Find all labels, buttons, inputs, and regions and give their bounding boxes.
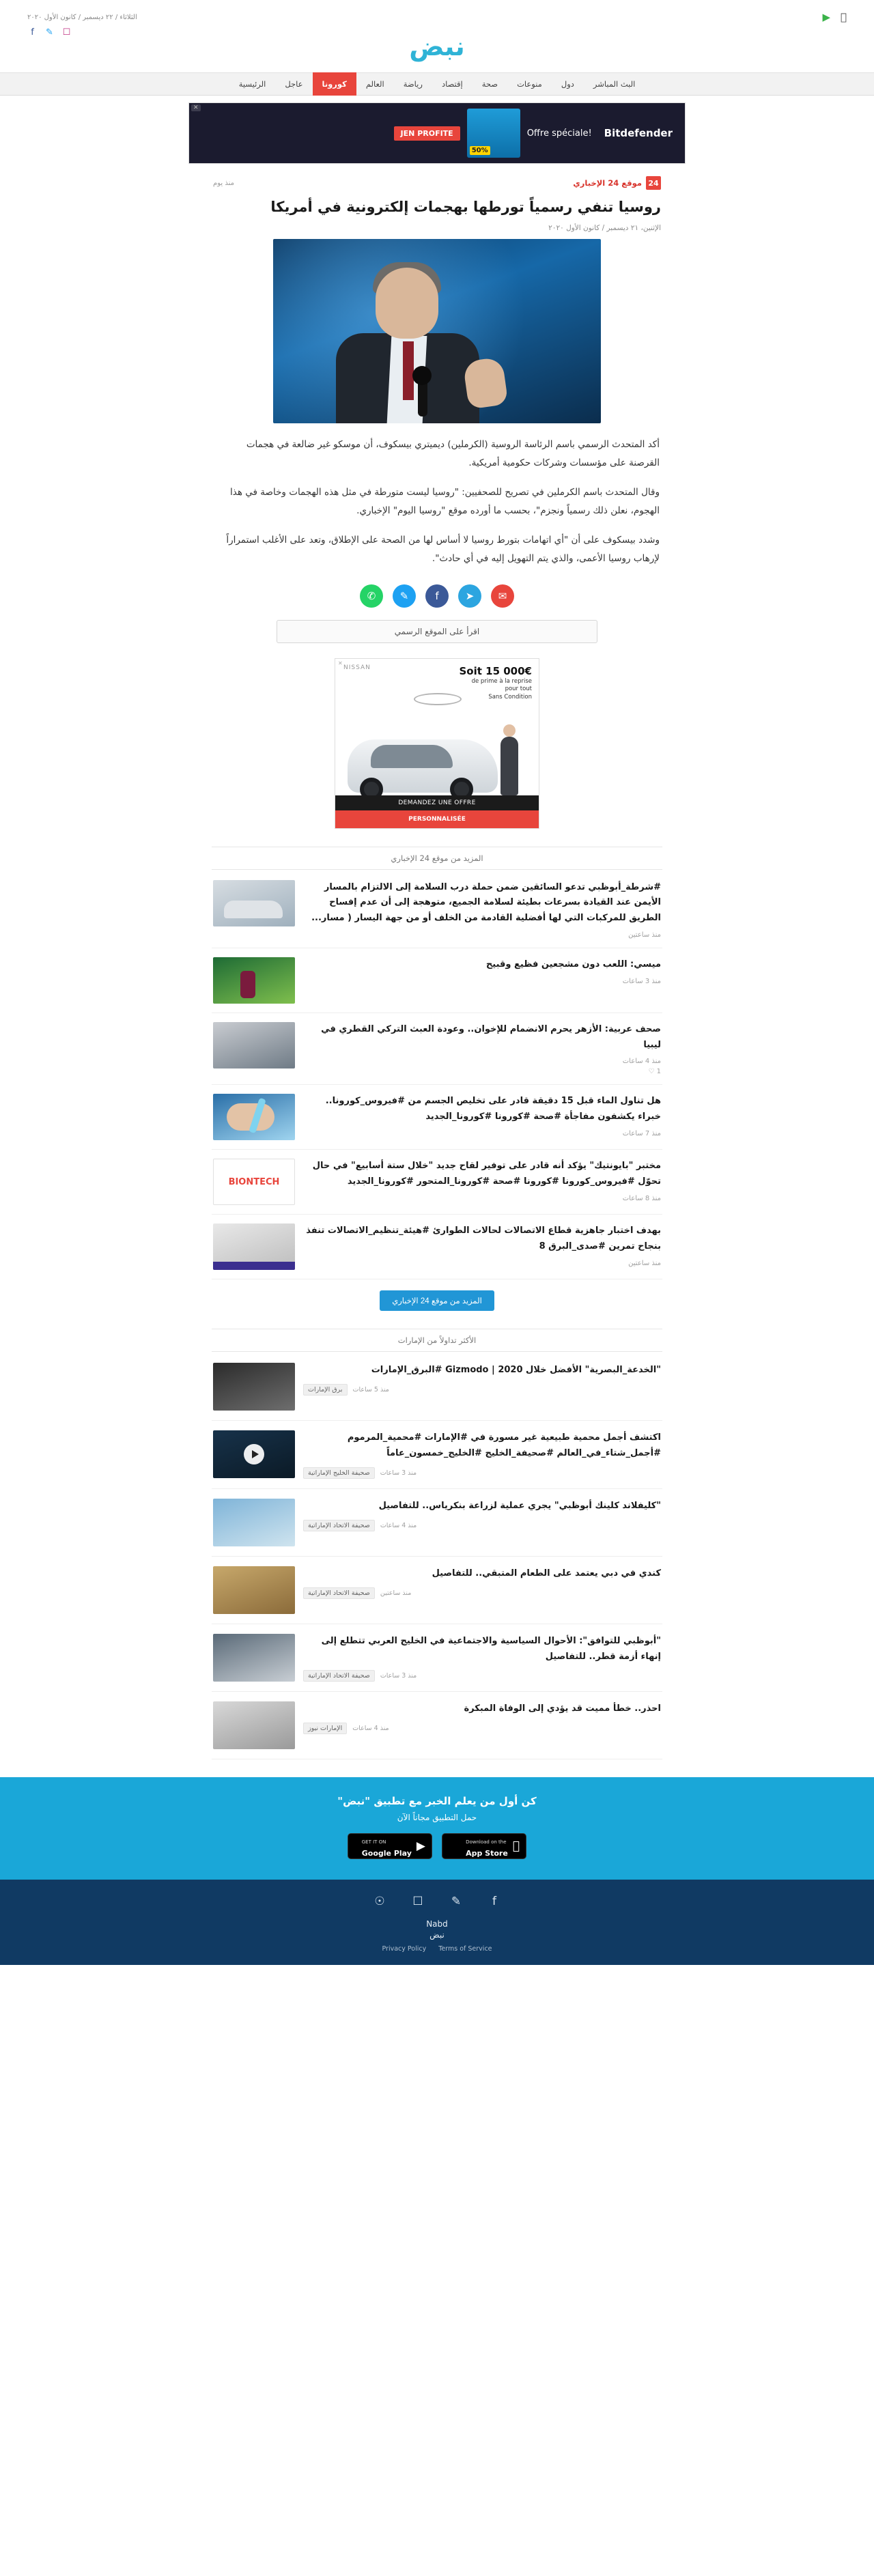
- car-ad-bar: DEMANDEZ UNE OFFRE: [335, 795, 539, 810]
- list-item[interactable]: [212, 1421, 662, 1489]
- terms-link[interactable]: Terms of Service: [438, 1945, 492, 1953]
- footer-brand: [0, 1919, 874, 1929]
- car-ad-close-icon[interactable]: ✕: [338, 660, 343, 666]
- article-hero-image: [273, 239, 601, 423]
- store-buttons: [0, 1833, 874, 1859]
- trending-meta: [303, 1723, 661, 1734]
- news-thumbnail[interactable]: [213, 1022, 295, 1068]
- news-thumbnail[interactable]: [213, 957, 295, 1004]
- facebook-icon[interactable]: f: [492, 1895, 496, 1909]
- google-play-icon: ▶: [416, 1839, 425, 1854]
- playstore-labels: [362, 1834, 412, 1859]
- article-paragraph-1: أكد المتحدث الرسمي باسم الرئاسة الروسية (الكرملين) ديميتري بيسكوف، أن موسكو غير ضالعة في هجمات القرصنة على مؤسسات وشركات حكومية أمريكية.: [246, 438, 660, 468]
- car-ad-line3: pour tout: [505, 685, 532, 693]
- source-logo-icon: 24: [646, 176, 661, 190]
- trending-text: [303, 1566, 661, 1599]
- list-item[interactable]: [212, 1085, 662, 1150]
- ad-close-icon[interactable]: ✕: [191, 104, 201, 111]
- site-logo[interactable]: [27, 27, 847, 68]
- article-source-row: [212, 172, 662, 193]
- playstore-small-label: GET IT ON: [361, 1839, 386, 1845]
- footer-brand-ar: نبض: [429, 1930, 445, 1940]
- nav-item-economy[interactable]: إقتصاد: [441, 79, 463, 89]
- hero-person-tie: [403, 341, 414, 400]
- list-item[interactable]: [212, 1692, 662, 1759]
- hero-person-head: [376, 268, 438, 339]
- news-title[interactable]: هل تناول الماء قبل 15 دقيقة قادر على تخليص الجسم من #فيروس_كورونا.. خبراء يكشفون مفاجأة #صحة #كورونا #كورونا_الجديد: [325, 1096, 661, 1122]
- list-item[interactable]: [212, 1150, 662, 1215]
- telegram-icon[interactable]: ➤: [458, 584, 481, 608]
- news-text: [303, 957, 661, 985]
- trending-source[interactable]: صحيفة الاتحاد الإماراتية: [303, 1670, 375, 1682]
- trending-thumbnail[interactable]: [213, 1430, 295, 1478]
- ad-discount-badge: 50%: [470, 146, 490, 155]
- article-time-ago: منذ يوم: [213, 179, 234, 187]
- twitter-icon[interactable]: ✎: [451, 1895, 462, 1909]
- trending-title[interactable]: احذر.. خطأ مميت قد يؤدي إلى الوفاة المبكرة: [464, 1703, 661, 1714]
- nav-item-live[interactable]: البث المباشر: [593, 79, 636, 89]
- news-text: [303, 1094, 661, 1137]
- trending-list: [212, 1353, 662, 1759]
- trending-source[interactable]: برق الإمارات: [303, 1384, 348, 1396]
- nav-item-countries[interactable]: دول: [561, 79, 574, 89]
- play-icon[interactable]: [244, 1444, 264, 1464]
- list-item[interactable]: [212, 948, 662, 1013]
- appstore-small-label: Download on the: [473, 1839, 513, 1845]
- news-title[interactable]: ميسي: اللعب دون مشجعين فظيع وقبيح: [485, 959, 661, 969]
- trending-text: [303, 1701, 661, 1734]
- car-ad-brand: NISSAN: [343, 664, 371, 671]
- more-section-title: المزيد من موقع 24 الإخباري: [212, 847, 662, 870]
- playstore-button[interactable]: [348, 1833, 432, 1859]
- site-logo-text: نبض: [409, 31, 465, 61]
- source-name[interactable]: موقع 24 الإخباري: [573, 178, 642, 188]
- trending-section-title: الأكثر تداولاً من الإمارات: [212, 1329, 662, 1352]
- twitter-icon[interactable]: ✎: [393, 584, 416, 608]
- ad-offer-text: Offre spéciale!: [526, 128, 592, 139]
- news-time: منذ ساعتين: [628, 1259, 661, 1267]
- trending-source[interactable]: الإمارات نيوز: [303, 1723, 347, 1734]
- list-item[interactable]: [212, 1353, 662, 1421]
- news-text: [303, 880, 661, 939]
- page-title: روسيا تنفي رسمياً تورطها بهجمات إلكترونية في أمريكا: [270, 199, 661, 215]
- nav-item-home[interactable]: الرئيسية: [238, 79, 266, 89]
- mail-icon[interactable]: ✉: [491, 584, 514, 608]
- appstore-big-label: App Store: [473, 1849, 515, 1858]
- news-text: [303, 1223, 661, 1267]
- trending-meta: [303, 1384, 661, 1396]
- sidebar-advertisement[interactable]: [335, 658, 539, 829]
- trending-time: منذ 4 ساعات: [380, 1521, 417, 1529]
- trending-title[interactable]: كندي في دبي يعتمد على الطعام المتبقي.. للتفاصيل: [432, 1568, 661, 1579]
- nav-item-corona[interactable]: كورونا: [313, 72, 356, 96]
- thumb-player-shape: [240, 971, 255, 998]
- trending-thumbnail[interactable]: [213, 1363, 295, 1411]
- trending-meta: [303, 1467, 661, 1479]
- trending-time: منذ 4 ساعات: [352, 1725, 389, 1732]
- source-info[interactable]: [573, 176, 661, 190]
- news-thumbnail[interactable]: [213, 1159, 295, 1205]
- ad-product-box: [467, 109, 520, 158]
- apple-icon: [513, 1839, 520, 1853]
- app-promo-banner: [0, 1777, 874, 1880]
- nav-item-health[interactable]: صحة: [481, 79, 498, 89]
- trending-source[interactable]: صحيفة الخليج الإماراتية: [303, 1467, 375, 1479]
- nav-item-variety[interactable]: منوعات: [517, 79, 542, 89]
- car-ad-line1: Soit 15 000€: [459, 664, 532, 677]
- instagram-icon[interactable]: ☐: [412, 1895, 423, 1909]
- top-bar: [0, 0, 874, 72]
- app-store-icons: [819, 11, 847, 23]
- car-ad-person: [501, 737, 518, 795]
- thumb-car-shape: [224, 901, 283, 918]
- article-paragraph-2: وقال المتحدث باسم الكرملين في تصريح للصحفيين: "روسيا ليست متورطة في مثل هذه الهجمات وخاصة في هذا الهجوم، نعلن ذلك رسمياً ونجزم"، بحسب ما أورده موقع "روسيا اليوم" الإخباري.: [230, 486, 660, 516]
- news-time: منذ 3 ساعات: [622, 977, 661, 985]
- instagram-icon[interactable]: ☐: [62, 27, 71, 38]
- biontech-logo-icon: BIONTECH: [228, 1176, 280, 1187]
- news-time: منذ ساعتين: [628, 931, 661, 939]
- trending-meta: [303, 1670, 661, 1682]
- promo-subheading: حمل التطبيق مجاناً الآن: [397, 1813, 477, 1823]
- list-item[interactable]: [212, 1557, 662, 1624]
- main-nav: [0, 72, 874, 96]
- read-original-button[interactable]: اقرأ على الموقع الرسمي: [277, 620, 597, 643]
- top-date: الثلاثاء / ٢٢ ديسمبر / كانون الأول ٢٠٢٠: [27, 13, 137, 21]
- news-title[interactable]: بهدف اختبار جاهزية قطاع الاتصالات لحالات الطوارئ #هيئة_تنظيم_الاتصالات تنفذ بنجاح تمرين #صدى_البرق 8: [306, 1226, 661, 1251]
- trending-time: منذ 5 ساعات: [352, 1386, 389, 1393]
- share-row: [212, 579, 662, 620]
- trending-time: منذ 3 ساعات: [380, 1469, 417, 1477]
- trending-thumbnail[interactable]: [213, 1499, 295, 1546]
- apple-icon[interactable]: [836, 11, 847, 23]
- car-ad-cta-button[interactable]: PERSONNALISÉE: [335, 810, 539, 828]
- list-item[interactable]: [212, 1013, 662, 1086]
- google-plus-icon[interactable]: ☉: [374, 1895, 385, 1909]
- nav-item-world[interactable]: العالم: [365, 79, 384, 89]
- page-footer: [0, 1880, 874, 1965]
- trending-title[interactable]: "الخدعة_البصرية" الأفضل خلال 2020 | Gizmodo #البرق_الإمارات: [371, 1365, 661, 1376]
- appstore-labels: [466, 1834, 515, 1859]
- page-body: [0, 168, 874, 1759]
- trending-text: [303, 1499, 661, 1531]
- car-ad-line2: de prime à la reprise: [471, 677, 532, 685]
- trending-text: [303, 1634, 661, 1682]
- news-thumbnail[interactable]: [213, 1094, 295, 1140]
- nav-item-sports[interactable]: رياضة: [403, 79, 423, 89]
- playstore-big-label: Google Play: [361, 1849, 412, 1858]
- trending-time: منذ 3 ساعات: [380, 1672, 417, 1680]
- trending-text: [303, 1430, 661, 1479]
- list-item[interactable]: [212, 1489, 662, 1557]
- news-title[interactable]: #شرطة_أبوظبي تدعو السائقين ضمن حملة درب السلامة إلى الالتزام بالمسار الأيمن عند القيادة بسرعات بطيئة لسلامة الجميع، متوهجة إلى أن عدم إفساح الطريق للمركبات التي لها أفضلية القادمة من الخلف أو من جهة اليسار ( مسار...: [311, 881, 661, 923]
- facebook-icon[interactable]: f: [31, 27, 34, 38]
- article-paragraph-3: وشدد بيسكوف على أن "أي اتهامات بتورط روسيا لا أساس لها من الصحة على الإطلاق، وتعد على الأغلب استمراراً لإرهاب روسيا الأعمى، والذي يتم التهويل إليه في أي حادث".: [226, 534, 660, 564]
- list-item[interactable]: [212, 1215, 662, 1279]
- article-column: [212, 168, 662, 1759]
- top-bar-row: [27, 7, 847, 27]
- social-icon-group: [27, 27, 72, 38]
- privacy-link[interactable]: Privacy Policy: [382, 1945, 427, 1953]
- news-title[interactable]: مختبر "بايونتيك" يؤكد أنه قادر على توفير لقاح جديد "خلال ستة أسابيع" في حال تحوّل #فيروس_كورونا #كورونا #صحة #كورونا_المتحور #كورونا_الجديد: [312, 1161, 661, 1187]
- ad-cta-button[interactable]: JEN PROFITE: [394, 126, 460, 141]
- news-text: [303, 1022, 661, 1076]
- ad-cta-wrap[interactable]: [386, 126, 460, 141]
- trending-thumbnail[interactable]: [213, 1701, 295, 1749]
- facebook-icon[interactable]: f: [425, 584, 449, 608]
- news-reactions: 1 ♡: [648, 1068, 661, 1076]
- list-item[interactable]: [212, 1624, 662, 1693]
- appstore-button[interactable]: [442, 1833, 526, 1859]
- trending-title[interactable]: "كليفلاند كلينك أبوظبي" يجري عملية لزراعة بنكرياس.. للتفاصيل: [378, 1500, 661, 1511]
- footer-social-links: [0, 1895, 874, 1908]
- top-advertisement[interactable]: [0, 96, 874, 168]
- hero-microphone-head: [412, 366, 432, 385]
- top-social-links: [27, 14, 137, 21]
- ad-banner-inner[interactable]: [188, 102, 686, 164]
- trending-source[interactable]: صحيفة الاتحاد الإماراتية: [303, 1520, 375, 1531]
- ad-brand: Bitdefender: [604, 127, 673, 139]
- news-time: منذ 4 ساعات: [622, 1058, 661, 1066]
- trending-meta: [303, 1520, 661, 1531]
- trending-text: [303, 1363, 661, 1396]
- whatsapp-icon[interactable]: ✆: [360, 584, 383, 608]
- twitter-icon[interactable]: ✎: [46, 27, 53, 38]
- article-publish-date: الإثنين، ٢١ ديسمبر / كانون الأول ٢٠٢٠: [548, 223, 661, 232]
- nav-item-breaking[interactable]: عاجل: [285, 79, 303, 89]
- google-play-icon[interactable]: ▶: [822, 11, 830, 23]
- car-ad-line4: Sans Condition: [488, 693, 532, 700]
- news-thumbnail[interactable]: [213, 880, 295, 926]
- footer-brand-en: Nabd: [426, 1919, 448, 1929]
- trending-meta: [303, 1587, 661, 1599]
- more-news-list: [212, 871, 662, 1280]
- list-item[interactable]: [212, 871, 662, 948]
- news-thumbnail[interactable]: [213, 1223, 295, 1270]
- car-ad-brand-ring: [414, 693, 462, 705]
- promo-heading: كن أول من يعلم الخبر مع تطبيق "نبض": [337, 1795, 537, 1808]
- trending-source[interactable]: صحيفة الاتحاد الإماراتية: [303, 1587, 375, 1599]
- trending-thumbnail[interactable]: [213, 1566, 295, 1614]
- load-more-button[interactable]: المزيد من موقع 24 الإخباري: [380, 1290, 494, 1311]
- news-time: منذ 8 ساعات: [622, 1194, 661, 1202]
- trending-thumbnail[interactable]: [213, 1634, 295, 1682]
- news-title[interactable]: صحف عربية: الأزهر يحرم الانضمام للإخوان.. وعودة العبث التركي القطري في ليبيا: [321, 1023, 661, 1050]
- trending-title[interactable]: "أبوظبي للتوافق": الأحوال السياسية والاجتماعية في الخليج العربي تتطلع إلى إنهاء أزمة قطر.. للتفاصيل: [321, 1635, 661, 1662]
- trending-time: منذ ساعتين: [380, 1589, 412, 1597]
- footer-links: [0, 1945, 874, 1953]
- trending-title[interactable]: اكتشف أجمل محمية طبيعية غير مسورة في #الإمارات #محمية_المرموم #أجمل_شتاء_في_العالم #صحيفة_الخليج #الخليج_خمسون_عاماً: [347, 1432, 661, 1458]
- news-text: [303, 1159, 661, 1202]
- news-time: منذ 7 ساعات: [622, 1129, 661, 1137]
- thumb-bottom-bar: [213, 1262, 295, 1270]
